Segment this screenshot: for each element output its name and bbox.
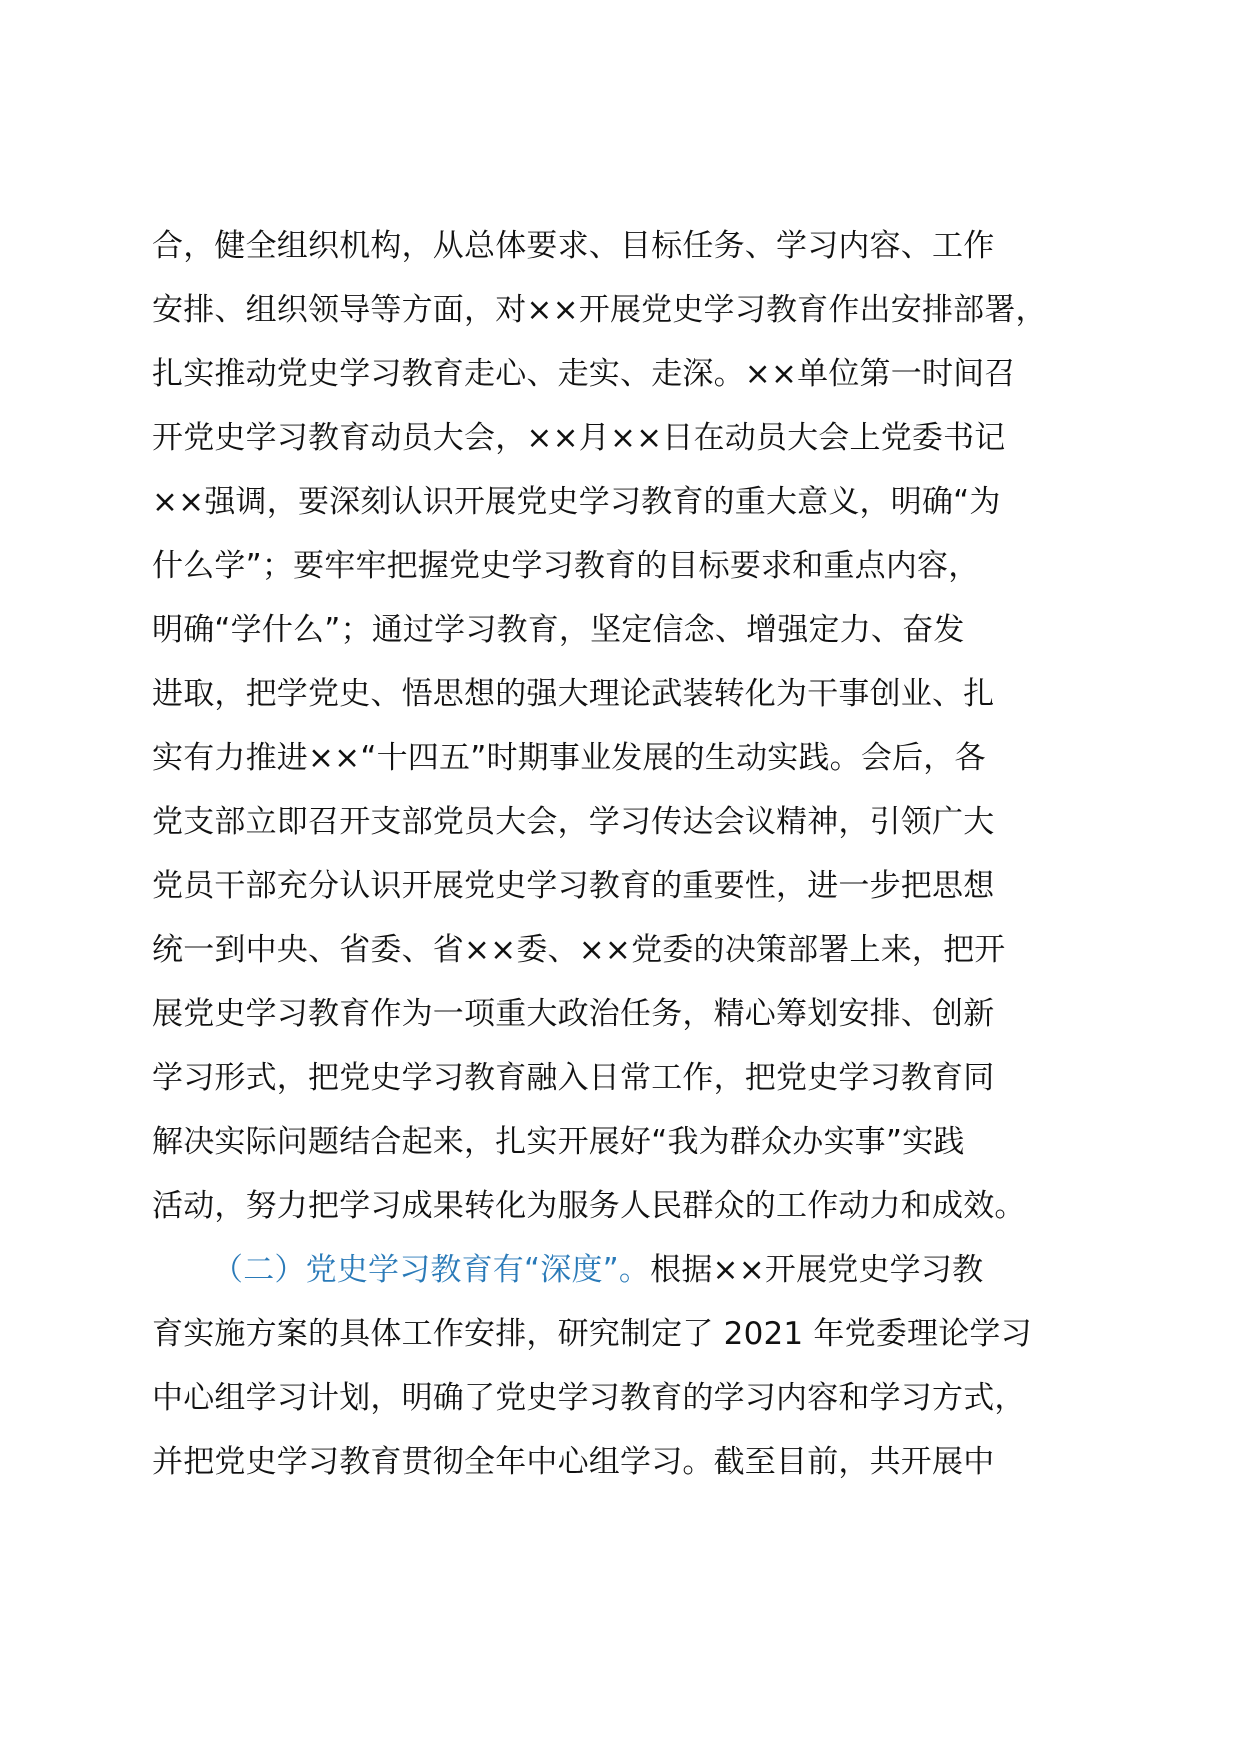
paragraph-1-line-7: 明确“学什么”；通过学习教育，坚定信念、增强定力、奋发 <box>152 612 965 648</box>
paragraph-1-line-14: 学习形式，把党史学习教育融入日常工作，把党史学习教育同 <box>152 1060 995 1096</box>
paragraph-2-first-line-text: 根据××开展党史学习教 <box>650 1252 984 1288</box>
paragraph-1-line-4: 开党史学习教育动员大会，××月××日在动员大会上党委书记 <box>152 420 1006 456</box>
paragraph-1-line-9: 实有力推进××“十四五”时期事业发展的生动实践。会后，各 <box>152 740 986 776</box>
paragraph-2-line-3: 中心组学习计划，明确了党史学习教育的学习内容和学习方式， <box>152 1380 1026 1416</box>
document-body <box>152 214 1112 1494</box>
paragraph-1-line-15: 解决实际问题结合起来，扎实开展好“我为群众办实事”实践 <box>152 1124 965 1160</box>
paragraph-2-line-4: 并把党史学习教育贯彻全年中心组学习。截至目前，共开展中 <box>152 1444 995 1480</box>
paragraph-1-line-8: 进取，把学党史、悟思想的强大理论武装转化为干事创业、扎 <box>152 676 995 712</box>
paragraph-1-line-5: ××强调，要深刻认识开展党史学习教育的重大意义，明确“为 <box>152 484 1001 520</box>
section-heading: （二）党史学习教育有“深度”。 <box>212 1252 651 1288</box>
paragraph-1-line-10: 党支部立即召开支部党员大会，学习传达会议精神，引领广大 <box>152 804 995 840</box>
paragraph-1-line-13: 展党史学习教育作为一项重大政治任务，精心筹划安排、创新 <box>152 996 995 1032</box>
paragraph-1-line-6: 什么学”；要牢牢把握党史学习教育的目标要求和重点内容， <box>152 548 980 584</box>
paragraph-2-line-2: 育实施方案的具体工作安排，研究制定了 2021 年党委理论学习 <box>152 1316 1032 1352</box>
paragraph-1-line-11: 党员干部充分认识开展党史学习教育的重要性，进一步把思想 <box>152 868 995 904</box>
paragraph-2-line-1 <box>152 1238 1112 1302</box>
paragraph-1-line-1: 合，健全组织机构，从总体要求、目标任务、学习内容、工作 <box>152 228 995 264</box>
paragraph-1-line-3: 扎实推动党史学习教育走心、走实、走深。××单位第一时间召 <box>152 356 1016 392</box>
paragraph-1-line-2: 安排、组织领导等方面，对××开展党史学习教育作出安排部署， <box>152 292 1047 328</box>
paragraph-1-line-12: 统一到中央、省委、省××委、××党委的决策部署上来，把开 <box>152 932 1006 968</box>
paragraph-1-line-16: 活动，努力把学习成果转化为服务人民群众的工作动力和成效。 <box>152 1188 1026 1224</box>
